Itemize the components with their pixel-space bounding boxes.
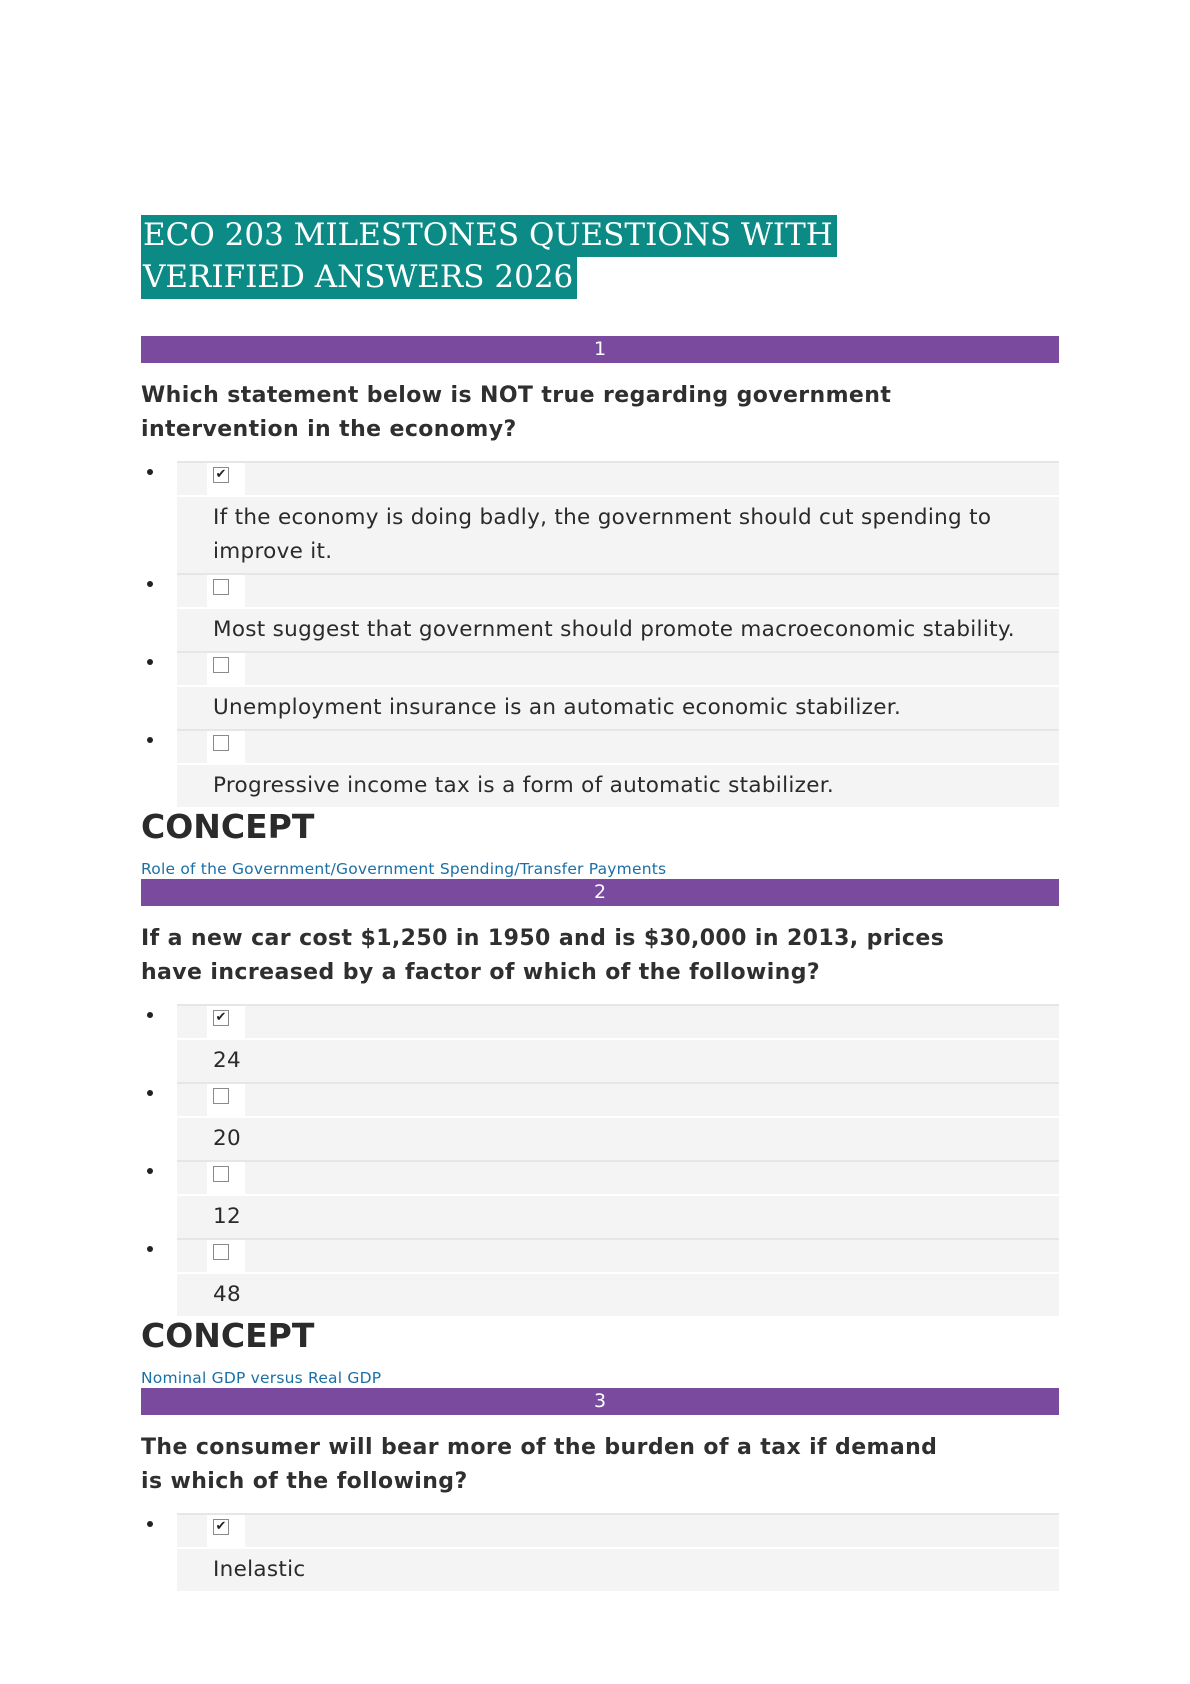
checkbox-row bbox=[177, 651, 1059, 685]
checkbox-row bbox=[177, 1160, 1059, 1194]
checkbox-unchecked-icon[interactable] bbox=[213, 657, 229, 673]
answer-option bbox=[177, 573, 1059, 651]
bullet-icon bbox=[147, 659, 153, 665]
checkbox-checked-icon[interactable]: ✔ bbox=[213, 1519, 229, 1535]
bullet-icon bbox=[147, 581, 153, 587]
checkbox-unchecked-icon[interactable] bbox=[213, 1244, 229, 1260]
bullet-icon bbox=[147, 737, 153, 743]
question-list bbox=[141, 336, 1059, 1591]
answer-options bbox=[141, 1004, 1059, 1316]
answer-option bbox=[177, 1160, 1059, 1238]
checkbox-unchecked-icon[interactable] bbox=[213, 1166, 229, 1182]
concept-link[interactable]: Role of the Government/Government Spending/Transfer Payments bbox=[141, 860, 667, 878]
answer-option bbox=[177, 1082, 1059, 1160]
checkbox-row bbox=[177, 1238, 1059, 1272]
answer-text: 48 bbox=[177, 1272, 1059, 1316]
answer-text: 12 bbox=[177, 1194, 1059, 1238]
answer-text: 24 bbox=[177, 1038, 1059, 1082]
concept-heading: CONCEPT bbox=[141, 807, 315, 846]
checkbox-row bbox=[177, 1513, 1059, 1547]
bullet-icon bbox=[147, 1012, 153, 1018]
bullet-icon bbox=[147, 1246, 153, 1252]
answer-text: 20 bbox=[177, 1116, 1059, 1160]
checkbox-checked-icon[interactable]: ✔ bbox=[213, 1010, 229, 1026]
answer-text: Inelastic bbox=[177, 1547, 1059, 1591]
checkbox-unchecked-icon[interactable] bbox=[213, 735, 229, 751]
bullet-icon bbox=[147, 1168, 153, 1174]
bullet-icon bbox=[147, 1090, 153, 1096]
answer-options bbox=[141, 461, 1059, 807]
checkbox-row bbox=[177, 1082, 1059, 1116]
answer-option bbox=[177, 1513, 1059, 1591]
answer-text: Progressive income tax is a form of automatic stabilizer. bbox=[177, 763, 1059, 807]
question-text: The consumer will bear more of the burden of a tax if demand is which of the following? bbox=[141, 1435, 938, 1494]
answer-option bbox=[177, 1238, 1059, 1316]
question-text: If a new car cost $1,250 in 1950 and is $30,000 in 2013, prices have increased by a factor of which of the following? bbox=[141, 926, 945, 985]
checkbox-row bbox=[177, 1004, 1059, 1038]
checkbox-checked-icon[interactable]: ✔ bbox=[213, 467, 229, 483]
checkbox-row bbox=[177, 461, 1059, 495]
answer-option bbox=[177, 651, 1059, 729]
document-page bbox=[141, 214, 1059, 1591]
checkbox-unchecked-icon[interactable] bbox=[213, 1088, 229, 1104]
answer-options bbox=[141, 1513, 1059, 1591]
answer-option bbox=[177, 1004, 1059, 1082]
checkbox-row bbox=[177, 729, 1059, 763]
document-title: ECO 203 MILESTONES QUESTIONS WITH VERIFIED ANSWERS 2026 bbox=[141, 214, 961, 298]
answer-text: Most suggest that government should promote macroeconomic stability. bbox=[177, 607, 1059, 651]
question-number-bar: 1 bbox=[141, 336, 1059, 363]
question-number-bar: 2 bbox=[141, 879, 1059, 906]
bullet-icon bbox=[147, 469, 153, 475]
answer-option bbox=[177, 729, 1059, 807]
answer-option bbox=[177, 461, 1059, 573]
checkbox-row bbox=[177, 573, 1059, 607]
bullet-icon bbox=[147, 1521, 153, 1527]
question-number-bar: 3 bbox=[141, 1388, 1059, 1415]
question-text: Which statement below is NOT true regarding government intervention in the economy? bbox=[141, 383, 892, 442]
checkbox-unchecked-icon[interactable] bbox=[213, 579, 229, 595]
answer-text: Unemployment insurance is an automatic economic stabilizer. bbox=[177, 685, 1059, 729]
concept-link[interactable]: Nominal GDP versus Real GDP bbox=[141, 1369, 382, 1387]
answer-text: If the economy is doing badly, the government should cut spending to improve it. bbox=[177, 495, 1059, 573]
concept-heading: CONCEPT bbox=[141, 1316, 315, 1355]
